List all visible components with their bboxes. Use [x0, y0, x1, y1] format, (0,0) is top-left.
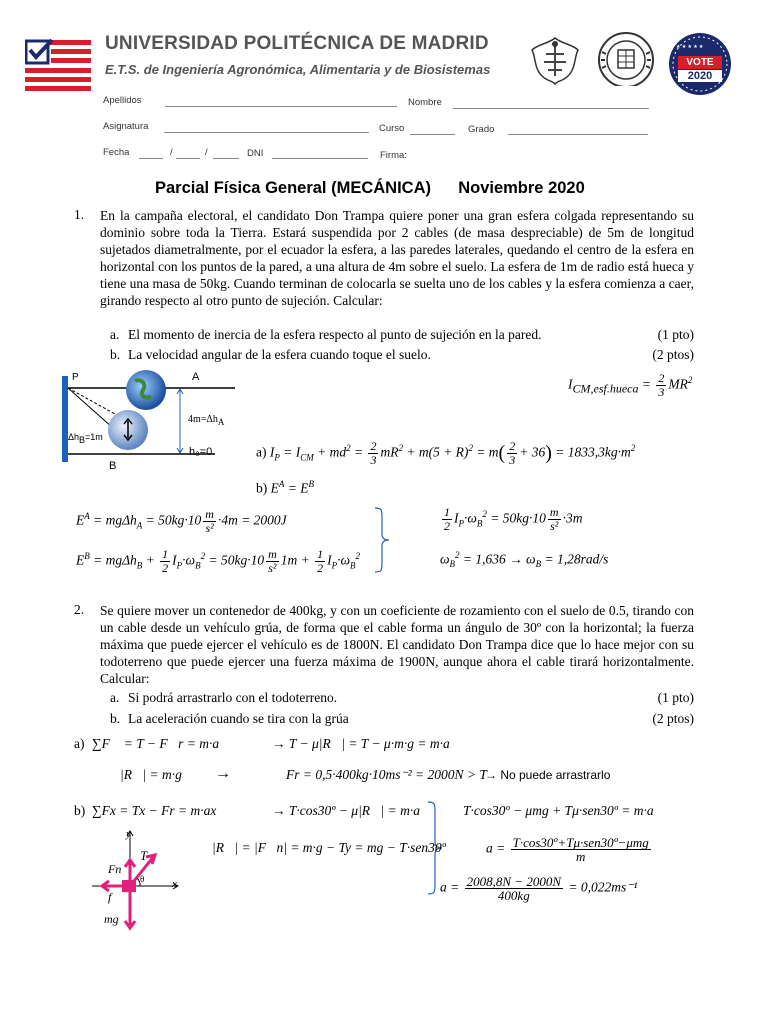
label-b: B [109, 460, 117, 472]
r1-frac2 [548, 506, 561, 533]
r2-p2-sub: B [535, 559, 542, 570]
q1a-p5: mR [380, 444, 399, 460]
q2-accel-formula [486, 836, 653, 863]
r1-p1: I [454, 510, 459, 526]
icm-rhs: MR [668, 376, 688, 392]
q1a-p2: = I [279, 444, 301, 460]
ea-p2-sub: A [136, 520, 143, 531]
label-dh-text: Δh [68, 432, 80, 442]
q1b-text: La velocidad angular de la esfera cuando toque el suelo. [128, 347, 431, 362]
eb-frac3 [315, 548, 325, 575]
exam-title-text: Parcial Física General (MECÁNICA) [155, 179, 432, 197]
q1b-label: b. [110, 347, 121, 362]
q2-result-frac [465, 875, 563, 902]
r1-frac2-den: s² [550, 519, 559, 533]
asignatura-line[interactable] [164, 132, 369, 133]
eb-p5: ·ω [182, 552, 196, 568]
r1-p2-sub: B [476, 518, 483, 529]
q2-result-rhs: = 0,022ms⁻¹ [568, 879, 638, 895]
eb-p4: I [172, 552, 177, 568]
q2b-text: La aceleración cuando se tira con la grúa [128, 711, 349, 726]
q2-sol-a-eq1: ∑F⃗ = T − F⃗r = m·a⃗ [92, 736, 230, 751]
q1b-rhs-sup: B [308, 479, 314, 489]
fbd-t-label: T [140, 848, 148, 863]
label-a: A [192, 371, 200, 383]
fbd-f-label: f [108, 890, 112, 904]
r1-frac1-den: 2 [444, 519, 450, 533]
r1-frac2-num: m [549, 505, 559, 519]
q1a-points: (1 pto) [657, 327, 694, 342]
label-fecha: Fecha [103, 147, 130, 158]
label-grado: Grado [468, 124, 495, 135]
q1-solution-b [256, 479, 314, 497]
q1b-points: (2 ptos) [652, 347, 694, 362]
ea-p1-sup: A [84, 511, 90, 522]
q2-statement: Se quiere mover un contenedor de 400kg, y con un coeficiente de rozamiento con el suelo de 0.5, tirando con un cable desde un vehículo grúa, de forma que el cable forma un ángulo de 30º con la horizontal; la fuerza máxima que puede ejercer el vehículo es de 1800N. El candidato Don Trampa dice que lo hace mejor con su todoterreno que puede ejercer una fuerza máxima de 1900N, aunque ahora el cable tirará horizontalmente. Calcular: [100, 603, 694, 686]
fbd-y-label: y [126, 828, 131, 840]
r2-p3: = 1,28rad/s [541, 551, 609, 567]
q2-result-lhs: a = [440, 879, 460, 895]
eb-frac2-den: s² [268, 561, 277, 575]
q2-result-den: 400kg [497, 888, 530, 903]
q2a-text: Si podrá arrastrarlo con el todoterreno. [128, 690, 338, 705]
q2-sol-b-eq1: ∑Fx = Tx − Fr = m·ax [92, 803, 217, 818]
q2-sol-a-eq2: → T − μ|R⃗| = T − μ·m·g = m·a [272, 736, 450, 751]
q2a-points: (1 pto) [657, 690, 694, 705]
r2-p1: ω [440, 551, 450, 567]
label-dh-sub: B [79, 434, 86, 445]
q1b-lhs-sup: A [278, 479, 285, 489]
university-seal [596, 30, 656, 86]
q2-sol-b-label: b) [74, 803, 86, 818]
exam-title [155, 179, 585, 198]
eb-p8-sub: P [331, 560, 338, 571]
eb-frac1 [160, 548, 170, 575]
q1a-p6: + m(5 + R) [402, 444, 469, 460]
q2-sol-a-eq3: |R⃗| = m·g [120, 767, 182, 782]
label-curso: Curso [379, 123, 405, 134]
ea-p2: = mgΔh [89, 512, 137, 528]
school-name: E.T.S. de Ingeniería Agronómica, Alimentaria y de Biosistemas [105, 62, 491, 77]
ea-p3: = 50kg·10 [142, 512, 202, 528]
ea-p1: E [76, 512, 85, 528]
eb-p2: = mgΔh [89, 552, 137, 568]
ea-frac-den: s² [205, 521, 214, 535]
eb-frac1-den: 2 [162, 561, 169, 575]
q1-number: 1. [74, 207, 85, 222]
label-height-text: 4m=Δh [188, 414, 218, 425]
eb-p9-sub: B [350, 560, 356, 571]
q1a-p8: + 36 [519, 444, 546, 460]
r1-p2-sup: 2 [482, 509, 487, 520]
q1a-label: a. [110, 327, 120, 342]
fbd-x-label: x [172, 878, 177, 890]
icm-frac-den: 3 [658, 385, 665, 399]
exam-date: Noviembre 2020 [458, 179, 585, 197]
r2-p1-sub: B [449, 559, 456, 570]
q2-sol-b-eq2: → T·cos30º − μ|R⃗| = m·a [272, 803, 420, 818]
eb-p9-sup: 2 [355, 551, 361, 562]
r1-p3: = 50kg·10 [486, 510, 546, 526]
q1a-frac2 [507, 440, 517, 467]
vote-badge-year: 2020 [687, 70, 713, 82]
q1a-frac2-num: 2 [509, 439, 516, 453]
label-apellidos: Apellidos [103, 95, 142, 106]
ea-frac [203, 508, 216, 535]
vote-check-logo [25, 38, 91, 92]
fecha-day-line[interactable] [139, 158, 163, 159]
q1a-frac2-den: 3 [509, 453, 516, 467]
eb-frac2 [266, 548, 279, 575]
q1a-p3-sup: 2 [346, 443, 351, 454]
q2-sol-a-conclusion: → No puede arrastrarlo [485, 768, 611, 782]
svg-text:★ ★ ★ ★ ★: ★ ★ ★ ★ ★ [676, 45, 704, 50]
r1-frac1 [442, 506, 452, 533]
eb-p5-sup: 2 [200, 551, 206, 562]
label-height-sub: A [217, 417, 225, 427]
eb-p4-sub: P [176, 560, 183, 571]
eb-p1: E [76, 552, 85, 568]
label-p: P [72, 372, 79, 383]
result-energy [440, 506, 582, 533]
q2-sol-a-eq4: Fr = 0,5·400kg·10ms⁻² = 2000N > T [286, 767, 487, 782]
r1-p2: ·ω [464, 510, 477, 526]
q1-sol-a-label: a) [256, 444, 267, 460]
q2-accel-den: m [576, 849, 586, 864]
icm-lhs-sub: CM,esf.hueca [572, 381, 639, 396]
label-dh-val: =1m [85, 432, 103, 442]
q1-solution-a: a) $I_P = I_{CM} + md^2$ = $\frac{2}{3}$ $mR^2 + m(5 + R)^2 = m$( $\frac{2}{3}$ + $36) = 1833,3kg\cdot m^2$ [256, 439, 636, 467]
university-name: UNIVERSIDAD POLITÉCNICA DE MADRID [105, 33, 489, 54]
formula-icm [568, 372, 692, 399]
q1a-p6-sup: 2 [468, 443, 473, 454]
r1-frac1-num: 1 [444, 505, 450, 519]
q2b-points: (2 ptos) [652, 711, 694, 726]
fecha-year-line[interactable] [213, 158, 239, 159]
fecha-slash-2: / [205, 147, 208, 158]
q1a-text: El momento de inercia de la esfera respecto al punto de sujeción en la pared. [128, 327, 542, 342]
fecha-month-line[interactable] [176, 158, 200, 159]
eb-p7: 1m + [280, 552, 314, 568]
sphere-diagram [55, 366, 250, 478]
q2-sol-a-arrow: → [215, 765, 231, 782]
dni-line[interactable] [272, 158, 368, 159]
r2-p2: = 1,636 → ω [459, 551, 536, 567]
q1a-p9-sup: 2 [630, 443, 636, 454]
icm-lhs: I [568, 376, 573, 392]
result-omega [440, 550, 608, 569]
free-body-diagram [82, 826, 192, 936]
q1b-eq: = E [284, 480, 309, 496]
eb-frac3-den: 2 [317, 561, 324, 575]
energy-b [76, 548, 360, 575]
q1a-p5-sup: 2 [398, 443, 403, 454]
icm-fraction [656, 372, 666, 399]
brace-1 [372, 506, 392, 574]
vote-badge-top: VOTE [686, 57, 714, 68]
q2b-label: b. [110, 711, 121, 726]
q2-accel-lhs: a = [486, 840, 506, 856]
energy-a [76, 508, 287, 535]
curso-line[interactable] [410, 134, 455, 135]
eb-frac2-num: m [268, 547, 277, 561]
q1a-p9: = 1833,3kg·m [551, 444, 631, 460]
q2-sol-b-eq3: T·cos30º − μmg + Tμ·sen30º = m·a [463, 803, 654, 818]
label-h0: h₀=0 [189, 446, 213, 458]
r2-p1-sup: 2 [455, 550, 460, 560]
ea-frac-num: m [205, 507, 214, 521]
eb-p2-sub: B [136, 560, 143, 571]
icm-frac-num: 2 [658, 371, 665, 385]
grado-line[interactable] [508, 134, 648, 135]
q2-number: 2. [74, 602, 85, 617]
fecha-slash-1: / [170, 147, 173, 158]
icm-eq: = [641, 376, 651, 392]
q1a-p2-sub: CM [300, 452, 314, 463]
q1a-p7: = m [472, 444, 499, 460]
label-dni: DNI [247, 148, 264, 159]
crest-emblem [528, 36, 582, 86]
q1a-p1: I [269, 444, 275, 460]
nombre-line[interactable] [453, 108, 649, 109]
q1-sol-b-label: b) [256, 480, 268, 496]
r1-p1-sub: P [458, 518, 464, 529]
q2a-label: a. [110, 690, 120, 705]
q1a-p3: + md [313, 444, 347, 460]
label-firma: Firma: [380, 150, 407, 161]
label-nombre: Nombre [408, 97, 442, 108]
eb-p5-sub: B [195, 560, 201, 571]
r1-p4: ·3m [562, 510, 583, 526]
icm-rhs-sup: 2 [687, 375, 693, 386]
eb-frac1-num: 1 [162, 547, 169, 561]
ea-p4: ·4m = 2000J [217, 512, 287, 528]
q1b-lhs: E [270, 480, 279, 496]
q2-accel-result [440, 875, 637, 902]
vote-2020-badge [668, 32, 732, 96]
q1a-frac1-num: 2 [370, 439, 377, 453]
eb-p9: ·ω [337, 552, 351, 568]
label-asignatura: Asignatura [103, 121, 149, 132]
q2-result-num: 2008,8N − 2000N [466, 874, 561, 889]
label-height [188, 414, 224, 427]
label-dh-b [68, 432, 103, 445]
q1a-frac1 [368, 440, 378, 467]
eb-p6: = 50kg·10 [205, 552, 265, 568]
q1a-p4: = [350, 444, 367, 460]
eb-p3: + [142, 552, 159, 568]
q2-accel-num: T·cos30º+Tμ·sen30º−μmg [512, 835, 649, 850]
fbd-theta-label: θ [140, 874, 145, 884]
apellidos-line[interactable] [165, 106, 397, 107]
fbd-fn-label: Fn [108, 862, 122, 876]
eb-p1-sup: B [84, 551, 90, 562]
eb-frac3-num: 1 [317, 547, 324, 561]
q2-sol-a-label: a) [74, 736, 85, 751]
eb-p8: I [327, 552, 332, 568]
q2-accel-frac [511, 836, 651, 863]
q1a-p1-sub: P [274, 452, 280, 463]
q1-statement: En la campaña electoral, el candidato Don Trampa quiere poner una gran esfera colgada representando su dominio sobre toda la Tierra. Estará suspendida por 2 cables (de masa despreciable) de 5m de longitud sujetados diametralmente, por el ecuador la esfera, a las paredes laterales, quedando el centro de la esfera en horizontal con los puntos de la pared, a una altura de 4m sobre el suelo. La esfera de 1m de radio está hueca y tiene una masa de 50kg. Cuando terminan de colocarla se suelta uno de los cables y la esfera comienza a caer, girando respecto al otro punto de sujeción. Calcular: [100, 208, 694, 308]
q2-sol-b-eq4: |R⃗| = |F⃗n| = m·g − Ty = mg − T·sen30º [212, 840, 446, 855]
q1a-frac1-den: 3 [370, 453, 377, 467]
fbd-mg-label: mg [104, 912, 119, 926]
